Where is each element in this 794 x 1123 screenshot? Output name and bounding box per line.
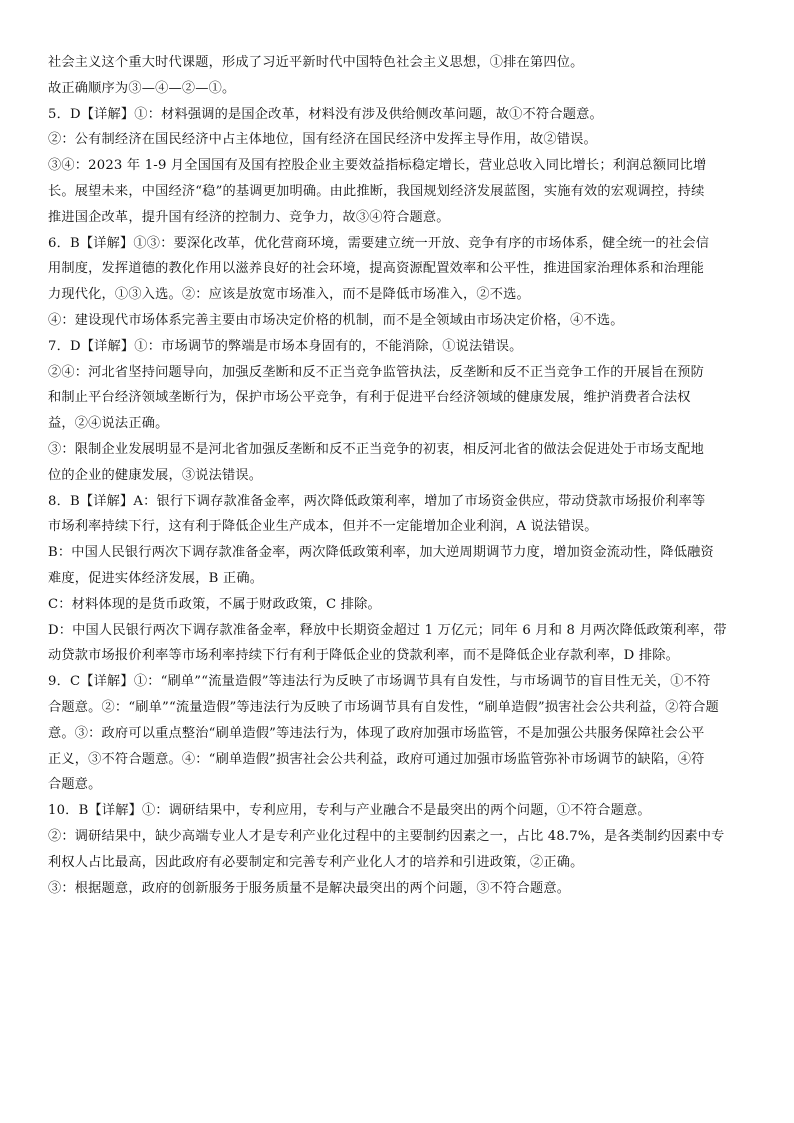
text-line: 动贷款市场报价利率等市场利率持续下行有利于降低企业的贷款利率，而不是降低企业存款利率，D 排除。 (48, 648, 679, 664)
text-line: ②④：河北省坚持问题导向，加强反垄断和反不正当竞争监管执法，反垄断和反不正当竞争工作的开展旨在预防 (48, 364, 704, 380)
answer-9-line: 9．C【详解】①：“刷单”“流量造假”等违法行为反映了市场调节具有自发性，与市场调节的盲目性无关，①不符 (48, 674, 711, 690)
text-line: 利权人占比最高，因此政府有必要制定和完善专利产业化人才的培养和引进政策，②正确。 (48, 854, 584, 870)
answer-8-line: 8．B【详解】A：银行下调存款准备金率，两次降低政策利率，增加了市场资金供应，带动贷款市场报价利率等 (48, 493, 706, 509)
answer-7-line: 7．D【详解】①：市场调节的弊端是市场本身固有的，不能消除，①说法错误。 (48, 338, 523, 354)
text-line: 位的企业的健康发展，③说法错误。 (48, 467, 263, 483)
text-line: 正义，③不符合题意。④：“刷单造假”损害社会公共利益，政府可通过加强市场监管弥补市场调节的缺陷，④符 (48, 751, 705, 767)
text-line: 用制度，发挥道德的教化作用以滋养良好的社会环境，提高资源配置效率和公平性，推进国家治理体系和治理能 (48, 261, 704, 277)
text-line: 难度，促进实体经济发展，B 正确。 (48, 570, 264, 586)
text-line: B：中国人民银行两次下调存款准备金率，两次降低政策利率，加大逆周期调节力度，增加资金流动性，降低融资 (48, 545, 714, 561)
text-line: 推进国企改革，提升国有经济的控制力、竞争力，故③④符合题意。 (48, 209, 450, 225)
text-line: D：中国人民银行两次下调存款准备金率，释放中长期资金超过 1 万亿元；同年 6 月和 8 月两次降低政策利率，带 (48, 622, 727, 638)
text-line: ②：调研结果中，缺少高端专业人才是专利产业化过程中的主要制约因素之一，占比 48.7%，是各类制约因素中专 (48, 828, 725, 844)
text-line: 益，②④说法正确。 (48, 416, 169, 432)
text-line: 合题意。②：“刷单”“流量造假”等违法行为反映了市场调节具有自发性，“刷单造假”损害社会公共利益，②符合题 (48, 699, 719, 715)
text-line: 意。③：政府可以重点整治“刷单造假”等违法行为，体现了政府加强市场监管，不是加强公共服务保障社会公平 (48, 725, 705, 741)
text-line: ③④：2023 年 1-9 月全国国有及国有控股企业主要效益指标稳定增长，营业总收入同比增长；利润总额同比增 (48, 158, 707, 174)
text-line: 社会主义这个重大时代课题，形成了习近平新时代中国特色社会主义思想，①排在第四位。 (48, 55, 584, 70)
text-line: 市场利率持续下行，这有利于降低企业生产成本，但并不一定能增加企业利润，A 说法错误。 (48, 519, 598, 535)
text-line: 故正确顺序为③—④—②—①。 (48, 80, 236, 96)
text-line: 合题意。 (48, 777, 102, 793)
text-line: ③：限制企业发展明显不是河北省加强反垄断和反不正当竞争的初衷，相反河北省的做法会促进处于市场支配地 (48, 441, 704, 457)
text-line: 力现代化，①③入选。②：应该是放宽市场准入，而不是降低市场准入，②不选。 (48, 287, 530, 303)
text-line: 长。展望未来，中国经济“稳”的基调更加明确。由此推断，我国规划经济发展蓝图，实施有效的宏观调控，持续 (48, 183, 705, 199)
answer-10-line: 10．B【详解】①：调研结果中，专利应用，专利与产业融合不是最突出的两个问题，①不符合题意。 (48, 803, 651, 819)
answer-6-line: 6．B【详解】①③：要深化改革，优化营商环境，需要建立统一开放、竞争有序的市场体系，健全统一的社会信 (48, 235, 710, 251)
text-line: ③：根据题意，政府的创新服务于服务质量不是解决最突出的两个问题，③不符合题意。 (48, 880, 571, 896)
text-line: 和制止平台经济领域垄断行为，保护市场公平竞争，有利于促进平台经济领域的健康发展，维护消费者合法权 (48, 390, 691, 406)
text-line: ④：建设现代市场体系完善主要由市场决定价格的机制，而不是全领域由市场决定价格，④不选。 (48, 312, 624, 328)
answer-5-line: 5．D【详解】①：材料强调的是国企改革，材料没有涉及供给侧改革问题，故①不符合题意。 (48, 106, 603, 122)
text-line: C：材料体现的是货币政策，不属于财政政策，C 排除。 (48, 596, 381, 612)
text-line: ②：公有制经济在国民经济中占主体地位，国有经济在国民经济中发挥主导作用，故②错误。 (48, 132, 597, 148)
